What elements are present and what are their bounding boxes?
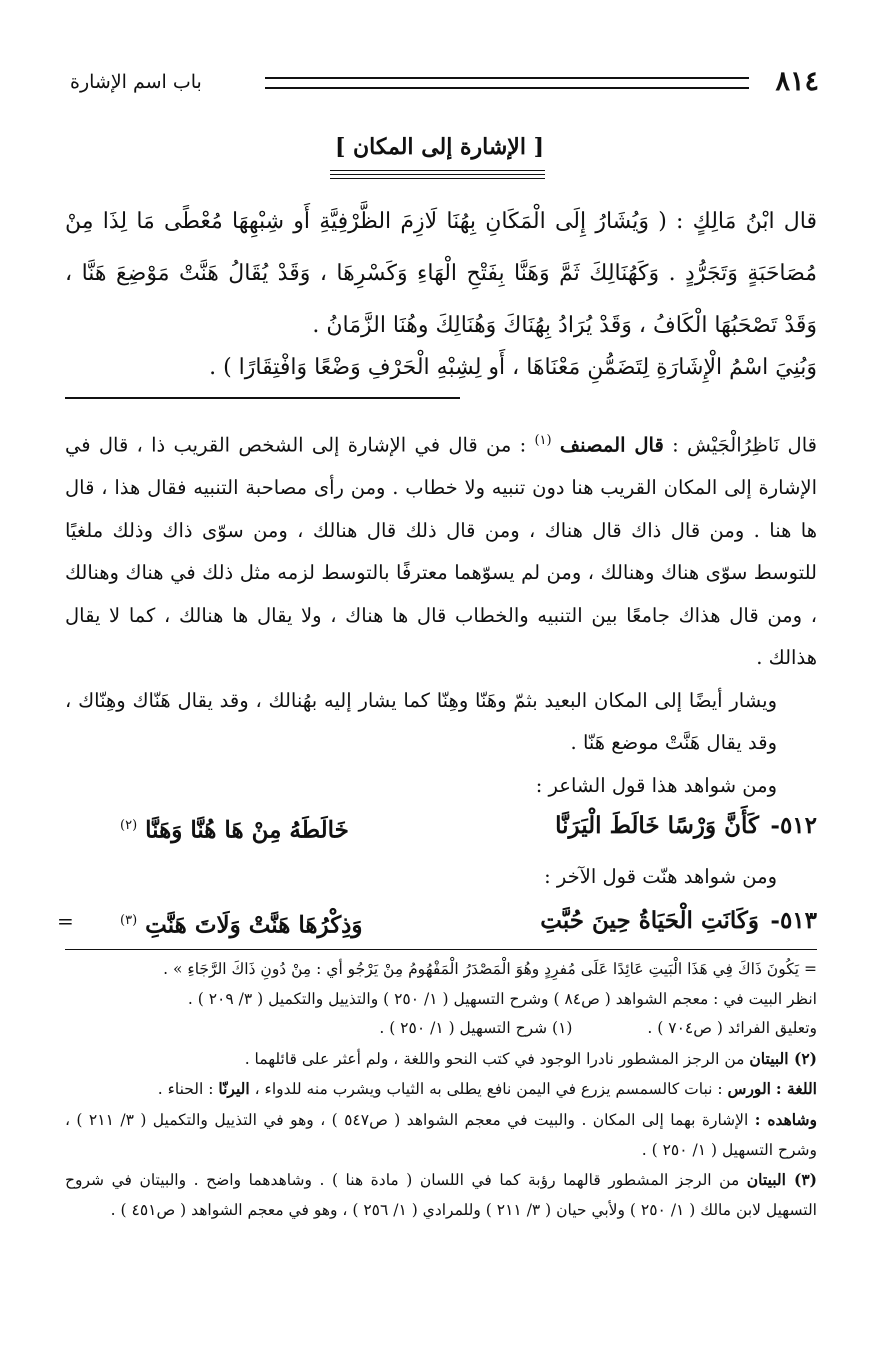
section-title: [ الإشارة إلى المكان ]: [334, 134, 545, 160]
footnote-3: (٣) البيتان من الرجز المشطور قالهما رؤبة كما في اللسان ( مادة هنا ) . وشاهدهما واضح . والبيتان في شروح التسهيل لابن مالك ( ١/ ٢٥٠ ) ولأبي حيان ( ٣/ ٢١١ ) وللمرادي ( ١/ ٢٥٦ ) ، وهو في معجم الشواهد ( ص٤٥١ ) .: [65, 1170, 817, 1219]
alfiyya-rule: [65, 397, 460, 399]
footnote-continuation: = يَكُونَ ذَاكَ فِي هَذَا الْبَيتِ عَائِدًا عَلَى مُفرِدٍ وهُوَ الْمَصْدَرُ الْمَفْهُومُ مِنْ يَرْجُو أي : مِنْ دُونِ ذَاكَ الرَّجَاءِ » .: [163, 960, 817, 978]
footnote-1: (١) شرح التسهيل ( ١/ ٢٥٠ ) .: [379, 1019, 573, 1038]
footnotes: [65, 955, 817, 1225]
footnote-sources: انظر البيت في : معجم الشواهد ( ص٨٤ ) وشرح التسهيل ( ١/ ٢٥٠ ) والتذييل والتكميل ( ٣/ ٢٠٩ ) .: [187, 989, 817, 1008]
alfiyya-intro: قال ابْنُ مَالِكٍ :: [676, 209, 818, 234]
author-label: قال المصنف: [559, 433, 664, 457]
footnote-ref-2: (٢): [120, 818, 138, 833]
first-hemistich: كَأَنَّ وَرْسًا خَالَطَ الْيَرَنَّا: [555, 812, 759, 839]
poem-line-512: [65, 803, 817, 849]
poem-number: ٥١٣-: [770, 907, 817, 934]
footnote-ref-1: (١): [534, 433, 552, 448]
footnote-separator: [65, 949, 817, 950]
chapter-title: باب اسم الإشارة: [70, 71, 202, 93]
header-rule: [265, 77, 749, 89]
first-hemistich: وَكَانَتِ الْحَيَاةُ حِينَ حُبَّتِ: [540, 907, 759, 934]
commentary-para-1: [65, 420, 817, 680]
poem-line-513: [57, 898, 817, 944]
page-header: [70, 62, 819, 102]
footnote-ref-3: (٣): [120, 913, 138, 928]
witness-1-intro: ومن شواهد هذا قول الشاعر :: [535, 773, 777, 797]
commentary: [65, 420, 817, 807]
para-1-text: : من قال في الإشارة إلى الشخص القريب ذا ، قال في الإشارة إلى المكان القريب هنا دون تنبيه ولا خطاب . ومن رأى مصاحبة التنبيه فقال هذا ، قال ها هنا . ومن قال ذاك قال هناك ، ومن قال ذلك قال هنالك ، ومن سوّى ذاك وذلك ملغيًا للتوسط سوّى هناك وهنالك ، ومن لم يسوّهما معترفًا بالتوسط لزمه مثل ذلك في هناك وهنالك ، ومن قال هذاك جامعًا بين التنبيه والخطاب قال ها هناك ، ولا يقال ها هنالك ، كما لا يقال هذالك .: [65, 433, 817, 669]
continuation-mark: =: [57, 909, 74, 933]
footnote-2: (٢) البيتان من الرجز المشطور نادرا الوجود في كتب النحو واللغة ، ولم أعثر على قائلهما .: [244, 1048, 817, 1068]
page-number: ٨١٤: [775, 66, 819, 97]
second-hemistich: خَالَطَهُ مِنْ هَا هُنَّا وَهَنَّا $^{(٢)}$: [120, 816, 349, 844]
poem-number: ٥١٢-: [770, 812, 817, 839]
witness-2-block: [65, 856, 817, 899]
footnote-sources-2: وتعليق الفرائد ( ص٧٠٤ ) . (١) شرح التسهيل ( ١/ ٢٥٠ ) .: [379, 1019, 817, 1038]
footnote-2-lugha: اللغة : الورس : نبات كالسمسم يزرع في اليمن نافع يطلى به الثياب ويشرب منه للدواء ، اليرنّا : الحناء .: [157, 1079, 817, 1099]
witness-2-intro: ومن شواهد هنّت قول الآخر :: [544, 865, 777, 888]
footnote-2-shahid: وشاهده : الإشارة بهما إلى المكان . والبيت في معجم الشواهد ( ص٥٤٧ ) ، وهو في التذييل والتكميل ( ٣/ ٢١١ ) ، وشرح التسهيل ( ١/ ٢٥٠ ) .: [65, 1109, 817, 1159]
second-hemistich: وَذِكْرُهَا هَنَّتْ وَلَاتَ هَنَّتِ $^{(٣)}$: [120, 911, 363, 939]
alfiyya-text: [65, 196, 817, 352]
alfiyya-text-1: ( وَيُشَارُ إِلَى الْمَكَانِ بِهُنَا لَازِمَ الظَّرْفِيَّةِ أَو شِبْهِهَا مُعْطًى مَا لِذَا مِنْ مُصَاحَبَةٍ وَتَجَرُّدٍ . وَكَهُنَالِكَ ثَمَّ وَهَنَّا بِفَتْحِ الْهَاءِ وَكَسْرِهَا ، وَقَدْ يُقَالُ هَنَّتْ مَوْضِعَ هَنَّا ، وَقَدْ تَصْحَبُهَا الْكَافُ ، وَقَدْ يُرَادُ بِهُنَاكَ وَهُنَالِكَ وهُنَا الزَّمَانُ .: [65, 209, 817, 338]
alfiyya-text-2: وَبُنِيَ اسْمُ الْإِشَارَةِ لِتَضَمُّنِ مَعْنَاهَا ، أَو لِشِبْهِ الْحَرْفِ وَضْعًا وَافْتِقَارًا ) .: [209, 355, 817, 380]
commentary-speaker: قال نَاظِرُالْجَيْش :: [672, 433, 817, 457]
commentary-para-2: ويشار أيضًا إلى المكان البعيد بثمّ وهَنّا وهِنّا كما يشار إليه بهُنالك ، وقد يقال هَنّاك وهِنّاك ، وقد يقال هَنَّتْ موضع هَنّا .: [65, 688, 777, 754]
title-underline: [330, 170, 545, 182]
